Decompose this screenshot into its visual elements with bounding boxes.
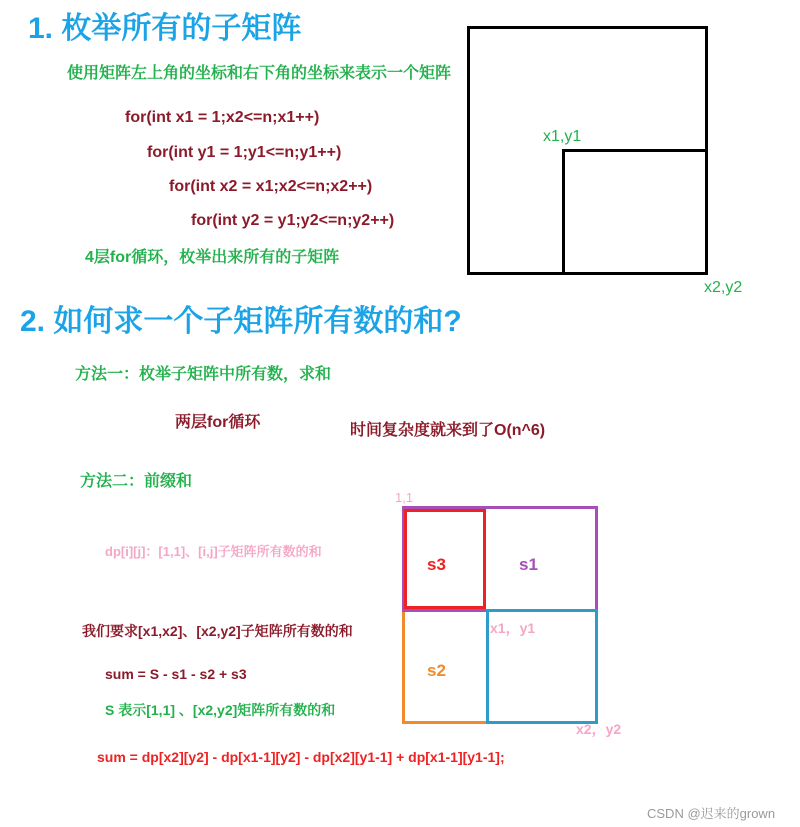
- formula-dp: sum = dp[x2][y2] - dp[x1-1][y2] - dp[x2][y1-1] + dp[x1-1][y1-1];: [97, 749, 505, 765]
- section2-title: 2. 如何求一个子矩阵所有数的和?: [20, 305, 462, 338]
- complexity-text: 时间复杂度就来到了O(n^6): [350, 422, 546, 439]
- loop-y2: for(int y2 = y1;y2<=n;y2++): [191, 212, 395, 229]
- goal-text: 我们要求[x1,x2]、[x2,y2]子矩阵所有数的和: [82, 623, 353, 639]
- loop-x2: for(int x2 = x1;x2<=n;x2++): [169, 178, 373, 195]
- method1-text: 方法一：枚举子矩阵中所有数，求和: [75, 366, 332, 383]
- dp-definition: dp[i][j]：[1,1]、[i,j]子矩阵所有数的和: [105, 544, 322, 559]
- s1-label: s1: [519, 555, 538, 574]
- grid-corner-x1y1: x1，y1: [490, 620, 536, 636]
- corner-x1y1-label: x1,y1: [543, 128, 582, 145]
- two-loops-text: 两层for循环: [175, 414, 261, 431]
- method2-text: 方法二：前缀和: [80, 473, 193, 490]
- sub-matrix-box: [562, 149, 708, 275]
- origin-label: 1,1: [395, 490, 414, 505]
- s3-label: s3: [427, 555, 446, 574]
- grid-corner-x2y2: x2，y2: [576, 721, 622, 737]
- loop-y1: for(int y1 = 1;y1<=n;y1++): [147, 144, 342, 161]
- s2-label: s2: [427, 661, 446, 680]
- section1-subtitle: 使用矩阵左上角的坐标和右下角的坐标来表示一个矩阵: [67, 65, 452, 82]
- loop-x1: for(int x1 = 1;x2<=n;x1++): [125, 109, 320, 126]
- section1-summary: 4层for循环，枚举出来所有的子矩阵: [85, 249, 340, 266]
- watermark: CSDN @迟来的grown: [647, 806, 776, 821]
- formula-simple: sum = S - s1 - s2 + s3: [105, 666, 247, 682]
- corner-x2y2-label: x2,y2: [704, 279, 743, 296]
- s-definition: S 表示[1,1] 、[x2,y2]矩阵所有数的和: [105, 702, 336, 718]
- section1-title: 1. 枚举所有的子矩阵: [28, 12, 302, 45]
